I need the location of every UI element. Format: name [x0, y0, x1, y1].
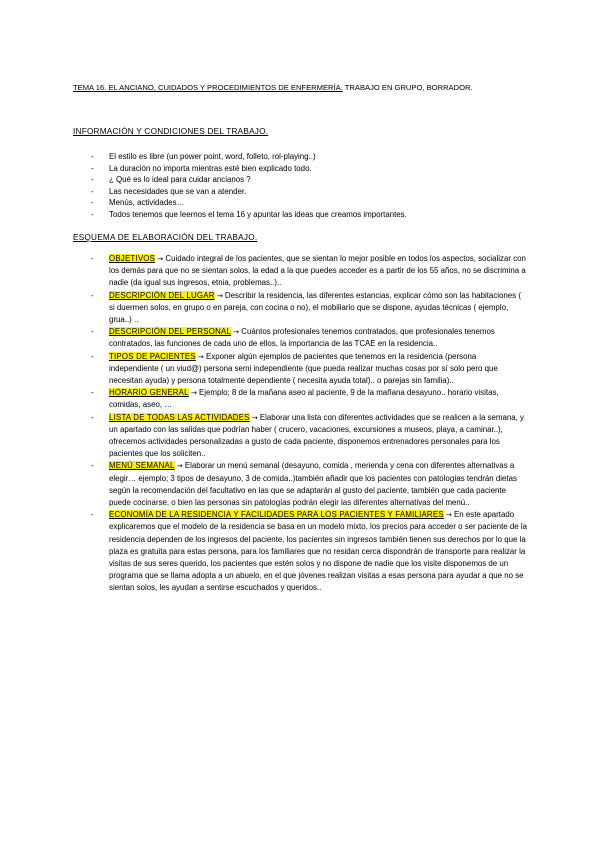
- bullet-dash: -: [91, 351, 94, 361]
- list-item: - El estilo es libre (un power point, word, folleto, rol-playing..): [91, 152, 316, 161]
- bullet-dash: -: [91, 175, 94, 185]
- arrow-icon: →: [190, 389, 197, 398]
- bullet-dash: -: [91, 412, 94, 422]
- highlight-key: HORARIO GENERAL: [109, 388, 189, 398]
- list-item-economia: - ECONOMÍA DE LA RESIDENCIA Y FACILIDADES PARA LOS PACIENTES Y FAMILIARES → En este apartado explicaremos que el modelo de la residencia se basa en un modelo mixto, los precios para acceder o ser paciente de la residencia dependen de los ingresos del paciente, los pacientes sin ingresos también tienen sus derechos por lo que la plaza es gratuita para estas persona, para los familiares que no residan cerca dispondrán de transporte para realizar la visitas de sus seres querido, los pacientes que estén solos y no dispone de nadie que los visite disponemos de un programa que se llama adopta a un abuelo, en el que jóvenes realizan visitas a esas persona para ayudar a que no se sientan solos, les ayudan a sentirse escuchados y queridos..: [91, 510, 528, 593]
- highlight-key: LISTA DE TODAS LAS ACTIVIDADES: [109, 412, 250, 422]
- highlight-key: MENÚ SEMANAL: [109, 461, 175, 471]
- list-item: - La duración no importa mientras esté bien explicado todo.: [91, 163, 312, 173]
- list-item: - ¿ Qué es lo ideal para cuidar ancianos ?: [91, 175, 251, 185]
- highlight-key: ECONOMÍA DE LA RESIDENCIA Y FACILIDADES PARA LOS PACIENTES Y FAMILIARES: [109, 510, 444, 520]
- bullet-dash: -: [91, 461, 94, 471]
- arrow-icon: →: [233, 328, 240, 337]
- list-item: - Todos tenemos que leernos el tema 16 y apuntar las ideas que creamos importantes.: [91, 209, 407, 219]
- highlight-key: TIPOS DE PACIENTES: [109, 351, 196, 361]
- arrow-icon: →: [445, 511, 452, 520]
- document-title: [73, 83, 543, 93]
- list-item-actividades: - LISTA DE TODAS LAS ACTIVIDADES → Elaborar una lista con diferentes actividades que se realicen a la semana, y un apartado con las salidas que podrían haber ( crucero, vacaciones, excursiones a museos, playa, a caminar..), ofrecemos actividades personalizadas a gusto de cada paciente, disponemos entrenadores personales para los pacientes que los soliciten..: [91, 412, 524, 459]
- list-item-objetivos: - OBJETIVOS → Cuidado integral de los pacientes, que se sientan lo mejor posible en todos los aspectos, socializar con los demás para que no se sientan solos, la edad a la que puedes acceder es a partir de los 55 años, no se discrimina a nadie (da igual sus ingresos, etnia, problemas..)..: [91, 254, 526, 288]
- list-item-pacientes: - TIPOS DE PACIENTES → Exponer algún ejemplos de pacientes que tenemos en la residencia (persona independiente ( un viud@) persona semi independiente (que pueda realizar muchas cosas por sí solo pero que necesitan ayuda) y persona totalmente dependiente ( necesita ayuda total).. o parejas sin familia)..: [91, 351, 498, 386]
- arrow-icon: →: [176, 462, 183, 471]
- bullet-dash: -: [91, 290, 94, 300]
- list-item-horario: - HORARIO GENERAL → Ejemplo; 8 de la mañana aseo al paciente, 9 de la mañana desayuno.. horario visitas, comidas, aseo, …: [91, 388, 499, 410]
- bullet-dash: -: [91, 209, 94, 219]
- arrow-icon: →: [251, 413, 258, 422]
- highlight-key: OBJETIVOS: [109, 254, 156, 263]
- arrow-icon: →: [197, 352, 204, 361]
- bullet-dash: -: [91, 163, 94, 173]
- section-heading-info: INFORMACIÓN Y CONDICIONES DEL TRABAJO.: [73, 127, 269, 136]
- bullet-dash: -: [91, 254, 94, 263]
- list-item-menu: - MENÚ SEMANAL → Elaborar un menú semanal (desayuno, comida , merienda y cena con diferentes alternativas a elegir… ejemplo; 3 tipos de desayuno, 3 de comida..)también añadir que los pacientes con patologías tendrán dietas según la recomendación del facultativo en las que se adaptarán al gusto del paciente, también que cada paciente puede cocinarse, o bien las personas sin patologías podrán elegir las diferentes alternativas del menú..: [91, 461, 517, 508]
- arrow-icon: →: [157, 255, 164, 263]
- bullet-dash: -: [91, 510, 94, 520]
- list-item: - Las necesidades que se van a atender.: [91, 186, 247, 196]
- bullet-dash: -: [91, 388, 94, 398]
- highlight-key: DESCRIPCIÓN DEL PERSONAL: [109, 327, 232, 337]
- list-item: - Menús, actividades…: [91, 198, 185, 208]
- bullet-dash: -: [91, 152, 94, 161]
- bullet-dash: -: [91, 186, 94, 196]
- list-item-lugar: - DESCRIPCIÓN DEL LUGAR → Describir la residencia, las diferentes estancias, explicar cómo son las habitaciones ( si duermen solos, en grupo o en pareja, con cocina o no), el mobiliario que se dispone, ayudas técnicas ( ejemplo, grua..) ..: [91, 290, 521, 325]
- title-underlined: TEMA 16. EL ANCIANO, CUIDADOS Y PROCEDIMIENTOS DE ENFERMERÍA.: [73, 83, 343, 92]
- scheme-list: [91, 253, 527, 595]
- bullet-dash: -: [91, 198, 94, 208]
- list-item-personal: - DESCRIPCIÓN DEL PERSONAL → Cuántos profesionales tenemos contratados, que profesionales tenemos contratados, las funciones de cada uno de ellos, la importancia de las TCAE en la residencia..: [91, 327, 495, 349]
- section-heading-scheme: ESQUEMA DE ELABORACIÓN DEL TRABAJO.: [73, 233, 258, 242]
- title-rest: TRABAJO EN GRUPO, BORRADOR.: [342, 83, 473, 92]
- highlight-key: DESCRIPCIÓN DEL LUGAR: [109, 290, 215, 300]
- bullet-dash: -: [91, 327, 94, 337]
- info-list: [91, 151, 531, 221]
- arrow-icon: →: [216, 291, 223, 300]
